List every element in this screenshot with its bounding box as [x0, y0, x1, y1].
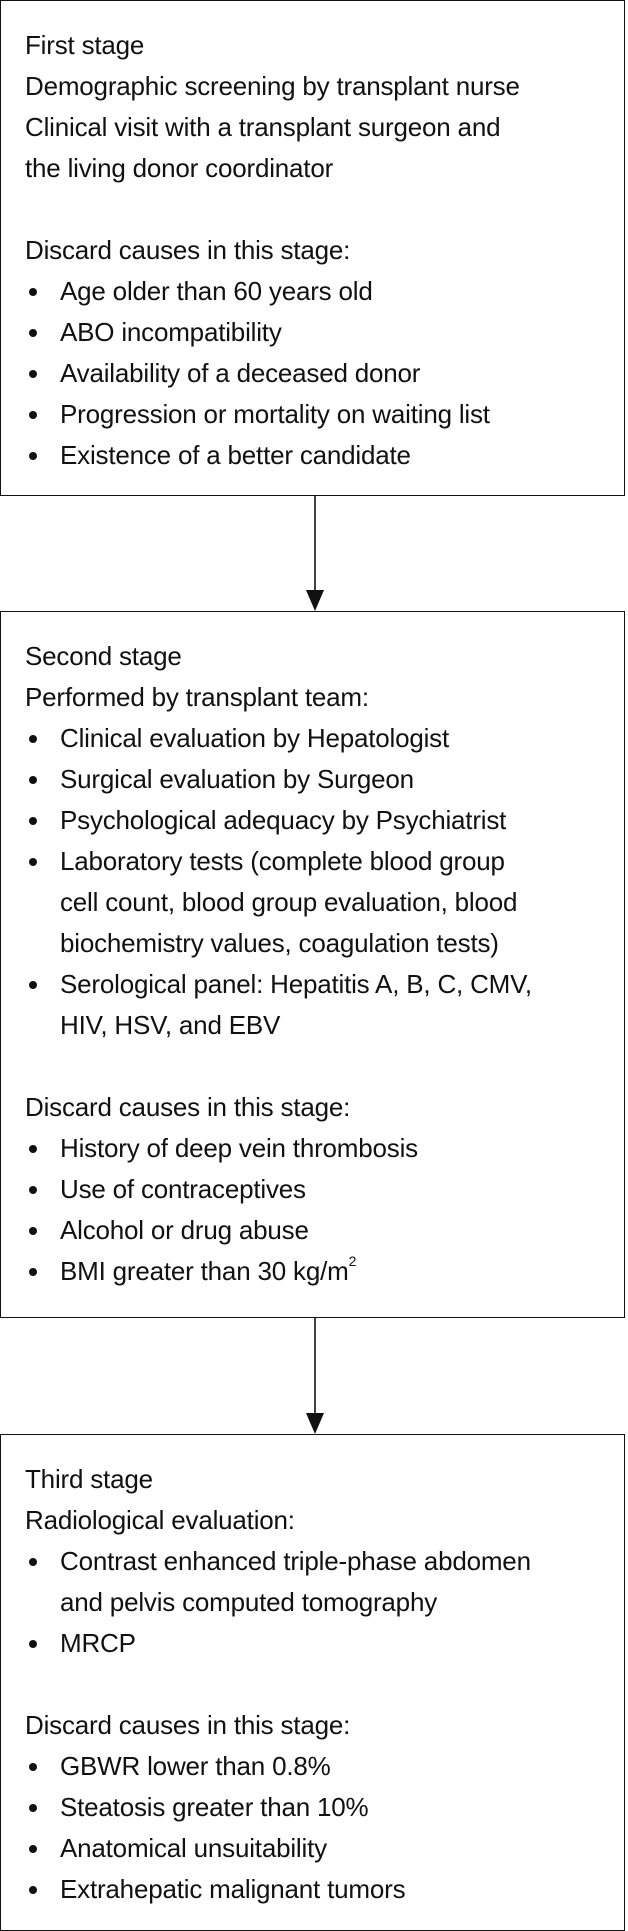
lab-line: cell count, blood group evaluation, blood [60, 887, 518, 917]
discard-item: Use of contraceptives [25, 1169, 604, 1210]
discard-item: Existence of a better candidate [25, 435, 604, 476]
discard-item: Age older than 60 years old [25, 271, 604, 312]
discard-item: Availability of a deceased donor [25, 353, 604, 394]
ct-line: Contrast enhanced triple-phase abdomen [60, 1546, 531, 1576]
evaluation-item: Clinical evaluation by Hepatologist [25, 718, 604, 759]
second-stage-box [0, 611, 625, 1318]
radiology-list [25, 1541, 604, 1664]
stage-text: Clinical visit with a transplant surgeon and [25, 112, 501, 142]
lab-line: biochemistry values, coagulation tests) [60, 928, 499, 958]
stage-title: Second stage [25, 641, 182, 671]
first-stage-box [0, 0, 625, 496]
discard-item: Alcohol or drug abuse [25, 1210, 604, 1251]
discard-item: Extrahepatic malignant tumors [25, 1869, 604, 1910]
stage-text: the living donor coordinator [25, 153, 334, 183]
discard-item-bmi [25, 1251, 604, 1292]
discard-item: ABO incompatibility [25, 312, 604, 353]
stage-title: Third stage [25, 1464, 153, 1494]
discard-list [25, 1746, 604, 1910]
discard-heading: Discard causes in this stage: [25, 235, 351, 265]
evaluation-item: Surgical evaluation by Surgeon [25, 759, 604, 800]
discard-item: History of deep vein thrombosis [25, 1128, 604, 1169]
bmi-text: BMI greater than 30 kg/m [60, 1256, 349, 1286]
ct-line: and pelvis computed tomography [60, 1587, 438, 1617]
sero-line: Serological panel: Hepatitis A, B, C, CMV, [60, 969, 532, 999]
radiology-item-ct [25, 1541, 604, 1623]
discard-item: Steatosis greater than 10% [25, 1787, 604, 1828]
radiology-item-mrcp: MRCP [25, 1623, 604, 1664]
bmi-superscript: 2 [348, 1253, 357, 1269]
discard-list [25, 271, 604, 476]
flow-arrow [305, 496, 325, 611]
lab-line: Laboratory tests (complete blood group [60, 846, 505, 876]
flow-arrow [305, 1318, 325, 1434]
stage-text: Demographic screening by transplant nurse [25, 71, 520, 101]
discard-heading: Discard causes in this stage: [25, 1092, 351, 1122]
discard-item: Anatomical unsuitability [25, 1828, 604, 1869]
discard-item: GBWR lower than 0.8% [25, 1746, 604, 1787]
stage-intro: Performed by transplant team: [25, 682, 369, 712]
evaluation-item-laboratory [25, 841, 604, 964]
stage-title: First stage [25, 30, 145, 60]
stage-intro: Radiological evaluation: [25, 1505, 295, 1535]
discard-list [25, 1128, 604, 1292]
evaluation-list [25, 718, 604, 1046]
third-stage-box [0, 1434, 625, 1931]
sero-line: HIV, HSV, and EBV [60, 1010, 281, 1040]
discard-heading: Discard causes in this stage: [25, 1710, 351, 1740]
discard-item: Progression or mortality on waiting list [25, 394, 604, 435]
evaluation-item: Psychological adequacy by Psychiatrist [25, 800, 604, 841]
evaluation-item-serological [25, 964, 604, 1046]
